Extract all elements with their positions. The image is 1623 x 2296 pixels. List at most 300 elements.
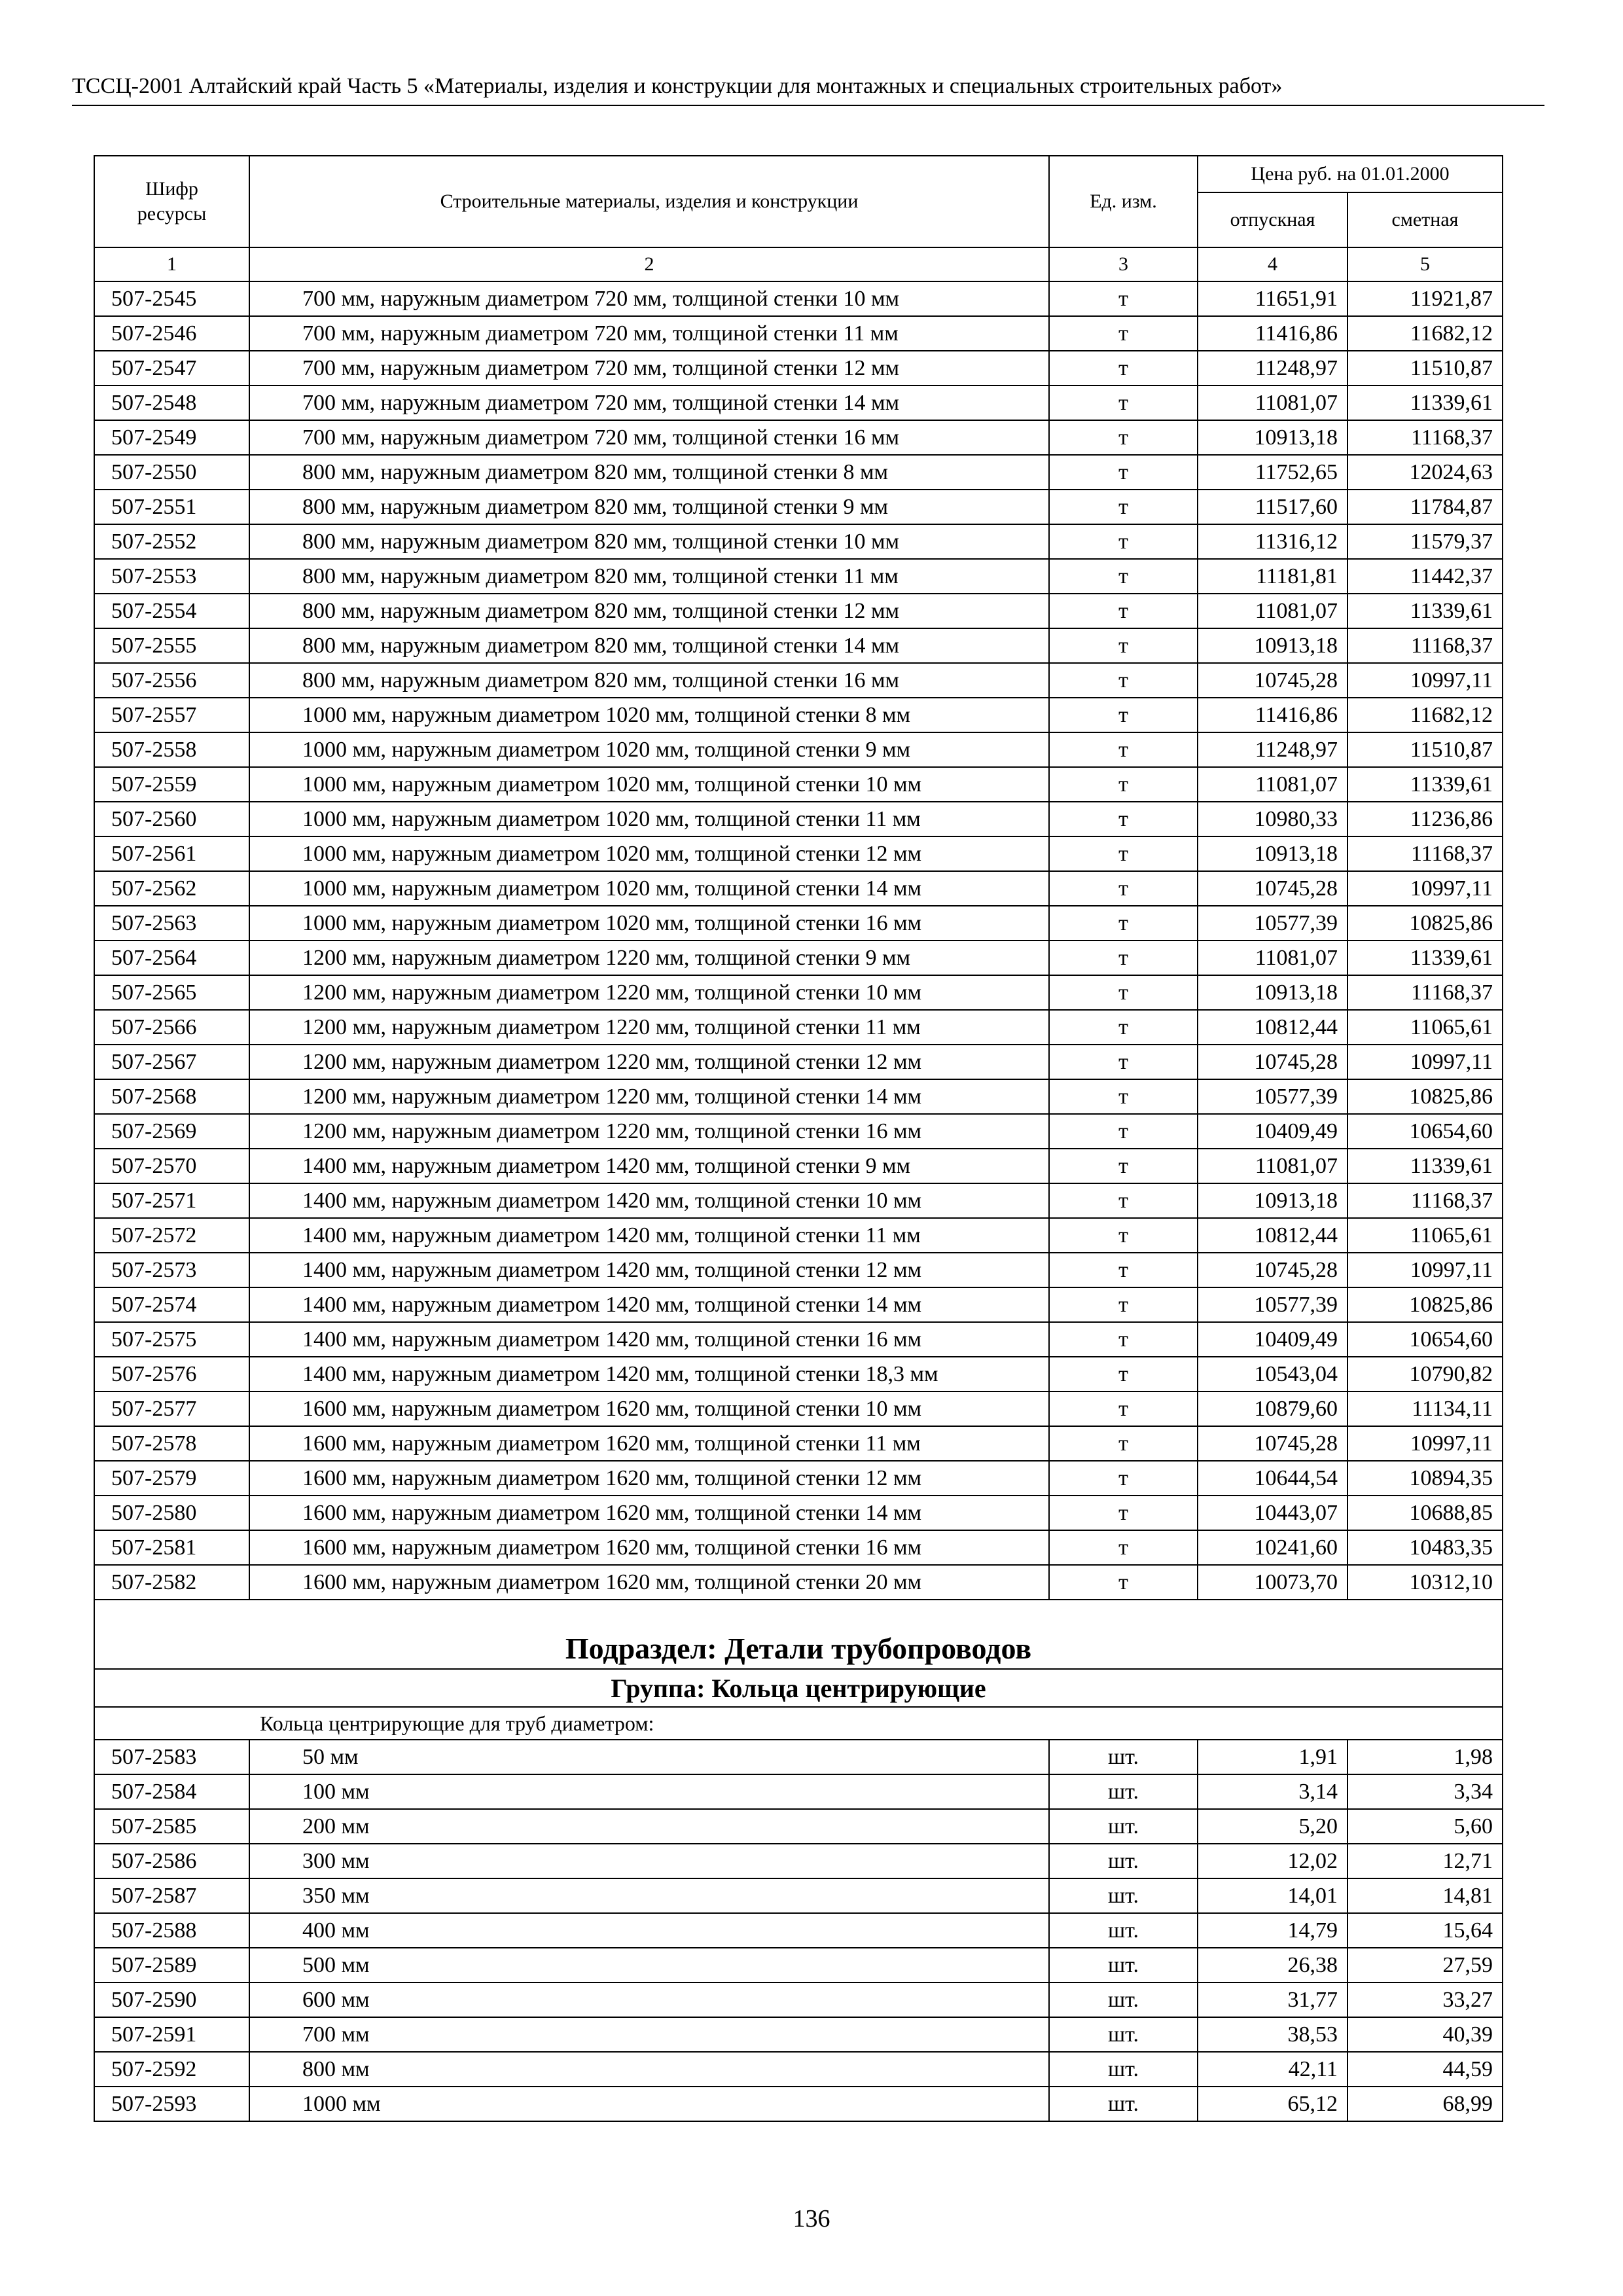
material-name: 1400 мм, наружным диаметром 1420 мм, толщиной стенки 18,3 мм — [249, 1357, 1049, 1391]
column-number: 2 — [249, 247, 1049, 281]
resource-code: 507-2576 — [94, 1357, 249, 1391]
page-number: 136 — [793, 2205, 830, 2233]
material-name: 1600 мм, наружным диаметром 1620 мм, толщиной стенки 14 мм — [249, 1496, 1049, 1530]
estimate-price: 11510,87 — [1347, 732, 1503, 767]
material-name: 800 мм, наружным диаметром 820 мм, толщиной стенки 14 мм — [249, 628, 1049, 663]
table-row — [94, 594, 1503, 628]
resource-code: 507-2572 — [94, 1218, 249, 1253]
material-name: 800 мм, наружным диаметром 820 мм, толщиной стенки 12 мм — [249, 594, 1049, 628]
material-name: 1200 мм, наружным диаметром 1220 мм, толщиной стенки 11 мм — [249, 1010, 1049, 1045]
release-price: 10073,70 — [1198, 1565, 1347, 1600]
table-row — [94, 1045, 1503, 1079]
material-name: 500 мм — [249, 1948, 1049, 1982]
material-name: 1200 мм, наружным диаметром 1220 мм, толщиной стенки 16 мм — [249, 1114, 1049, 1149]
group-title: Группа: Кольца центрирующие — [94, 1669, 1503, 1707]
unit: т — [1049, 1010, 1198, 1045]
resource-code: 507-2566 — [94, 1010, 249, 1045]
resource-code: 507-2580 — [94, 1496, 249, 1530]
estimate-price: 10825,86 — [1347, 1079, 1503, 1114]
material-name: 1200 мм, наружным диаметром 1220 мм, толщиной стенки 10 мм — [249, 975, 1049, 1010]
unit: т — [1049, 1114, 1198, 1149]
resource-code: 507-2578 — [94, 1426, 249, 1461]
group-intro-row — [94, 1707, 1503, 1740]
release-price: 38,53 — [1198, 2017, 1347, 2052]
unit: т — [1049, 420, 1198, 455]
release-price: 10409,49 — [1198, 1322, 1347, 1357]
column-number: 3 — [1049, 247, 1198, 281]
resource-code: 507-2553 — [94, 559, 249, 594]
resource-code: 507-2579 — [94, 1461, 249, 1496]
table-row — [94, 663, 1503, 698]
unit: шт. — [1049, 1913, 1198, 1948]
material-name: 1400 мм, наружным диаметром 1420 мм, толщиной стенки 12 мм — [249, 1253, 1049, 1287]
resource-code: 507-2587 — [94, 1878, 249, 1913]
material-name: 200 мм — [249, 1809, 1049, 1844]
estimate-price: 11168,37 — [1347, 975, 1503, 1010]
resource-code: 507-2565 — [94, 975, 249, 1010]
estimate-price: 10997,11 — [1347, 871, 1503, 906]
estimate-price: 11339,61 — [1347, 386, 1503, 420]
release-price: 11248,97 — [1198, 351, 1347, 386]
estimate-price: 11236,86 — [1347, 802, 1503, 836]
resource-code: 507-2560 — [94, 802, 249, 836]
unit: т — [1049, 1149, 1198, 1183]
unit: т — [1049, 1426, 1198, 1461]
estimate-price: 11682,12 — [1347, 698, 1503, 732]
table-row — [94, 1114, 1503, 1149]
release-price: 10913,18 — [1198, 420, 1347, 455]
table-row — [94, 1740, 1503, 1774]
material-name: 800 мм, наружным диаметром 820 мм, толщиной стенки 11 мм — [249, 559, 1049, 594]
unit: т — [1049, 316, 1198, 351]
unit: т — [1049, 1530, 1198, 1565]
estimate-price: 40,39 — [1347, 2017, 1503, 2052]
resource-code: 507-2568 — [94, 1079, 249, 1114]
unit: т — [1049, 906, 1198, 941]
material-name: 1000 мм, наружным диаметром 1020 мм, толщиной стенки 9 мм — [249, 732, 1049, 767]
estimate-price: 11065,61 — [1347, 1010, 1503, 1045]
release-price: 11181,81 — [1198, 559, 1347, 594]
release-price: 10443,07 — [1198, 1496, 1347, 1530]
estimate-price: 3,34 — [1347, 1774, 1503, 1809]
estimate-price: 27,59 — [1347, 1948, 1503, 1982]
unit: т — [1049, 836, 1198, 871]
resource-code: 507-2567 — [94, 1045, 249, 1079]
table-row — [94, 1287, 1503, 1322]
material-name: 1000 мм, наружным диаметром 1020 мм, толщиной стенки 16 мм — [249, 906, 1049, 941]
release-price: 11416,86 — [1198, 698, 1347, 732]
unit: т — [1049, 1322, 1198, 1357]
ring-rows — [94, 1740, 1503, 2121]
material-name: 1000 мм — [249, 2087, 1049, 2121]
unit: т — [1049, 281, 1198, 316]
material-name: 700 мм, наружным диаметром 720 мм, толщиной стенки 12 мм — [249, 351, 1049, 386]
table-row — [94, 941, 1503, 975]
unit: шт. — [1049, 2087, 1198, 2121]
table-row — [94, 975, 1503, 1010]
unit: т — [1049, 351, 1198, 386]
material-name: 400 мм — [249, 1913, 1049, 1948]
material-name: 800 мм, наружным диаметром 820 мм, толщиной стенки 9 мм — [249, 490, 1049, 524]
column-number: 5 — [1347, 247, 1503, 281]
column-number: 1 — [94, 247, 249, 281]
resource-code: 507-2585 — [94, 1809, 249, 1844]
estimate-price: 10790,82 — [1347, 1357, 1503, 1391]
estimate-price: 10997,11 — [1347, 1045, 1503, 1079]
table-row — [94, 1079, 1503, 1114]
estimate-price: 11579,37 — [1347, 524, 1503, 559]
resource-code: 507-2557 — [94, 698, 249, 732]
release-price: 10577,39 — [1198, 906, 1347, 941]
estimate-price: 15,64 — [1347, 1913, 1503, 1948]
estimate-price: 11339,61 — [1347, 767, 1503, 802]
resource-code: 507-2556 — [94, 663, 249, 698]
material-name: 1000 мм, наружным диаметром 1020 мм, толщиной стенки 11 мм — [249, 802, 1049, 836]
estimate-price: 11921,87 — [1347, 281, 1503, 316]
unit: т — [1049, 628, 1198, 663]
material-name: 800 мм, наружным диаметром 820 мм, толщиной стенки 8 мм — [249, 455, 1049, 490]
resource-code: 507-2574 — [94, 1287, 249, 1322]
estimate-price: 11339,61 — [1347, 594, 1503, 628]
unit: шт. — [1049, 1948, 1198, 1982]
resource-code: 507-2551 — [94, 490, 249, 524]
release-price: 10745,28 — [1198, 871, 1347, 906]
unit: шт. — [1049, 1809, 1198, 1844]
release-price: 10745,28 — [1198, 1045, 1347, 1079]
release-price: 5,20 — [1198, 1809, 1347, 1844]
estimate-price: 10997,11 — [1347, 1253, 1503, 1287]
unit: т — [1049, 1565, 1198, 1600]
estimate-price: 11168,37 — [1347, 420, 1503, 455]
table-row — [94, 1149, 1503, 1183]
resource-code: 507-2573 — [94, 1253, 249, 1287]
table-row — [94, 1322, 1503, 1357]
estimate-price: 33,27 — [1347, 1982, 1503, 2017]
resource-code: 507-2559 — [94, 767, 249, 802]
table-row — [94, 698, 1503, 732]
table-row — [94, 1461, 1503, 1496]
estimate-price: 10483,35 — [1347, 1530, 1503, 1565]
release-price: 65,12 — [1198, 2087, 1347, 2121]
unit: т — [1049, 732, 1198, 767]
release-price: 11081,07 — [1198, 594, 1347, 628]
release-price: 10241,60 — [1198, 1530, 1347, 1565]
unit: т — [1049, 941, 1198, 975]
release-price: 10745,28 — [1198, 1253, 1347, 1287]
material-name: 1000 мм, наружным диаметром 1020 мм, толщиной стенки 8 мм — [249, 698, 1049, 732]
release-price: 3,14 — [1198, 1774, 1347, 1809]
release-price: 11248,97 — [1198, 732, 1347, 767]
resource-code: 507-2569 — [94, 1114, 249, 1149]
subsection-block — [94, 1600, 1503, 1740]
release-price: 42,11 — [1198, 2052, 1347, 2087]
resource-code: 507-2554 — [94, 594, 249, 628]
unit: т — [1049, 871, 1198, 906]
release-price: 10409,49 — [1198, 1114, 1347, 1149]
material-name: 1400 мм, наружным диаметром 1420 мм, толщиной стенки 10 мм — [249, 1183, 1049, 1218]
unit: т — [1049, 1496, 1198, 1530]
material-name: 1600 мм, наружным диаметром 1620 мм, толщиной стенки 10 мм — [249, 1391, 1049, 1426]
table-row — [94, 2052, 1503, 2087]
table-row — [94, 1357, 1503, 1391]
resource-code: 507-2561 — [94, 836, 249, 871]
material-name: 350 мм — [249, 1878, 1049, 1913]
resource-code: 507-2571 — [94, 1183, 249, 1218]
table-row — [94, 524, 1503, 559]
unit: т — [1049, 663, 1198, 698]
material-name: 1200 мм, наружным диаметром 1220 мм, толщиной стенки 9 мм — [249, 941, 1049, 975]
estimate-price: 11510,87 — [1347, 351, 1503, 386]
col-header-release: отпускная — [1198, 192, 1347, 247]
estimate-price: 10688,85 — [1347, 1496, 1503, 1530]
table-header-row — [94, 156, 1503, 192]
table-row — [94, 455, 1503, 490]
table-row — [94, 316, 1503, 351]
pipe-rows — [94, 281, 1503, 1600]
resource-code: 507-2562 — [94, 871, 249, 906]
unit: т — [1049, 559, 1198, 594]
unit: т — [1049, 1287, 1198, 1322]
table-row — [94, 1878, 1503, 1913]
col-header-price: Цена руб. на 01.01.2000 — [1198, 156, 1503, 192]
release-price: 10543,04 — [1198, 1357, 1347, 1391]
subsection-row — [94, 1600, 1503, 1669]
unit: шт. — [1049, 1982, 1198, 2017]
table-row — [94, 1982, 1503, 2017]
resource-code: 507-2581 — [94, 1530, 249, 1565]
material-name: 1400 мм, наружным диаметром 1420 мм, толщиной стенки 14 мм — [249, 1287, 1049, 1322]
table-row — [94, 1391, 1503, 1426]
resource-code: 507-2592 — [94, 2052, 249, 2087]
estimate-price: 12024,63 — [1347, 455, 1503, 490]
material-name: 1600 мм, наружным диаметром 1620 мм, толщиной стенки 12 мм — [249, 1461, 1049, 1496]
material-name: 1000 мм, наружным диаметром 1020 мм, толщиной стенки 12 мм — [249, 836, 1049, 871]
estimate-price: 11168,37 — [1347, 836, 1503, 871]
table-row — [94, 1913, 1503, 1948]
material-name: 50 мм — [249, 1740, 1049, 1774]
column-number: 4 — [1198, 247, 1347, 281]
table-row — [94, 1844, 1503, 1878]
resource-code: 507-2563 — [94, 906, 249, 941]
resource-code: 507-2548 — [94, 386, 249, 420]
col-header-name: Строительные материалы, изделия и конструкции — [249, 156, 1049, 247]
resource-code: 507-2583 — [94, 1740, 249, 1774]
material-name: 100 мм — [249, 1774, 1049, 1809]
table-row — [94, 490, 1503, 524]
unit: т — [1049, 455, 1198, 490]
table-row — [94, 628, 1503, 663]
table-row — [94, 1183, 1503, 1218]
unit: т — [1049, 386, 1198, 420]
material-name: 300 мм — [249, 1844, 1049, 1878]
material-name: 1600 мм, наружным диаметром 1620 мм, толщиной стенки 16 мм — [249, 1530, 1049, 1565]
table-row — [94, 732, 1503, 767]
material-name: 1400 мм, наружным диаметром 1420 мм, толщиной стенки 9 мм — [249, 1149, 1049, 1183]
table-row — [94, 1948, 1503, 1982]
material-name: 1600 мм, наружным диаметром 1620 мм, толщиной стенки 11 мм — [249, 1426, 1049, 1461]
release-price: 11081,07 — [1198, 1149, 1347, 1183]
unit: шт. — [1049, 2052, 1198, 2087]
table-row — [94, 871, 1503, 906]
table-row — [94, 1496, 1503, 1530]
header-rule — [72, 105, 1544, 106]
col-header-unit: Ед. изм. — [1049, 156, 1198, 247]
unit: т — [1049, 698, 1198, 732]
resource-code: 507-2552 — [94, 524, 249, 559]
unit: т — [1049, 767, 1198, 802]
estimate-price: 11168,37 — [1347, 1183, 1503, 1218]
group-row — [94, 1669, 1503, 1707]
unit: т — [1049, 975, 1198, 1010]
unit: т — [1049, 594, 1198, 628]
release-price: 10577,39 — [1198, 1287, 1347, 1322]
unit: т — [1049, 1218, 1198, 1253]
release-price: 11651,91 — [1198, 281, 1347, 316]
release-price: 10913,18 — [1198, 1183, 1347, 1218]
release-price: 11081,07 — [1198, 386, 1347, 420]
table-row — [94, 767, 1503, 802]
unit: т — [1049, 524, 1198, 559]
estimate-price: 11682,12 — [1347, 316, 1503, 351]
material-name: 700 мм — [249, 2017, 1049, 2052]
estimate-price: 11784,87 — [1347, 490, 1503, 524]
estimate-price: 10825,86 — [1347, 1287, 1503, 1322]
release-price: 10812,44 — [1198, 1010, 1347, 1045]
resource-code: 507-2584 — [94, 1774, 249, 1809]
unit: шт. — [1049, 2017, 1198, 2052]
estimate-price: 11168,37 — [1347, 628, 1503, 663]
release-price: 12,02 — [1198, 1844, 1347, 1878]
release-price: 11752,65 — [1198, 455, 1347, 490]
page-header: ТССЦ-2001 Алтайский край Часть 5 «Материалы, изделия и конструкции для монтажных и специальных строительных работ» — [72, 74, 1283, 98]
table-row — [94, 1010, 1503, 1045]
release-price: 10913,18 — [1198, 628, 1347, 663]
table-row — [94, 281, 1503, 316]
estimate-price: 10997,11 — [1347, 663, 1503, 698]
resource-code: 507-2582 — [94, 1565, 249, 1600]
release-price: 10913,18 — [1198, 836, 1347, 871]
material-name: 800 мм, наружным диаметром 820 мм, толщиной стенки 16 мм — [249, 663, 1049, 698]
table-row — [94, 1530, 1503, 1565]
resource-code: 507-2570 — [94, 1149, 249, 1183]
release-price: 11316,12 — [1198, 524, 1347, 559]
price-table — [94, 155, 1503, 2122]
table-row — [94, 420, 1503, 455]
material-name: 1200 мм, наружным диаметром 1220 мм, толщиной стенки 14 мм — [249, 1079, 1049, 1114]
estimate-price: 11442,37 — [1347, 559, 1503, 594]
table-row — [94, 1774, 1503, 1809]
resource-code: 507-2588 — [94, 1913, 249, 1948]
estimate-price: 10654,60 — [1347, 1322, 1503, 1357]
material-name: 800 мм, наружным диаметром 820 мм, толщиной стенки 10 мм — [249, 524, 1049, 559]
table-row — [94, 2087, 1503, 2121]
table-row — [94, 386, 1503, 420]
release-price: 1,91 — [1198, 1740, 1347, 1774]
release-price: 11081,07 — [1198, 767, 1347, 802]
resource-code: 507-2591 — [94, 2017, 249, 2052]
unit: т — [1049, 802, 1198, 836]
estimate-price: 11065,61 — [1347, 1218, 1503, 1253]
estimate-price: 11339,61 — [1347, 941, 1503, 975]
release-price: 11416,86 — [1198, 316, 1347, 351]
table-row — [94, 1253, 1503, 1287]
table-row — [94, 1565, 1503, 1600]
release-price: 10879,60 — [1198, 1391, 1347, 1426]
resource-code: 507-2555 — [94, 628, 249, 663]
material-name: 600 мм — [249, 1982, 1049, 2017]
unit: т — [1049, 1045, 1198, 1079]
release-price: 10745,28 — [1198, 1426, 1347, 1461]
unit: т — [1049, 490, 1198, 524]
material-name: 1400 мм, наружным диаметром 1420 мм, толщиной стенки 16 мм — [249, 1322, 1049, 1357]
release-price: 10913,18 — [1198, 975, 1347, 1010]
table-row — [94, 1218, 1503, 1253]
unit: т — [1049, 1253, 1198, 1287]
resource-code: 507-2547 — [94, 351, 249, 386]
release-price: 26,38 — [1198, 1948, 1347, 1982]
subsection-title: Подраздел: Детали трубопроводов — [94, 1600, 1503, 1669]
estimate-price: 10654,60 — [1347, 1114, 1503, 1149]
estimate-price: 5,60 — [1347, 1809, 1503, 1844]
estimate-price: 14,81 — [1347, 1878, 1503, 1913]
estimate-price: 12,71 — [1347, 1844, 1503, 1878]
table-row — [94, 802, 1503, 836]
material-name: 800 мм — [249, 2052, 1049, 2087]
resource-code: 507-2586 — [94, 1844, 249, 1878]
table-row — [94, 1809, 1503, 1844]
table-row — [94, 351, 1503, 386]
table-row — [94, 559, 1503, 594]
release-price: 31,77 — [1198, 1982, 1347, 2017]
resource-code: 507-2589 — [94, 1948, 249, 1982]
estimate-price: 10312,10 — [1347, 1565, 1503, 1600]
col-header-code: Шифр ресурсы — [94, 156, 249, 247]
release-price: 10812,44 — [1198, 1218, 1347, 1253]
unit: т — [1049, 1357, 1198, 1391]
unit: т — [1049, 1391, 1198, 1426]
material-name: 700 мм, наружным диаметром 720 мм, толщиной стенки 14 мм — [249, 386, 1049, 420]
release-price: 10577,39 — [1198, 1079, 1347, 1114]
table-row — [94, 2017, 1503, 2052]
table-row — [94, 906, 1503, 941]
release-price: 10745,28 — [1198, 663, 1347, 698]
estimate-price: 68,99 — [1347, 2087, 1503, 2121]
material-name: 1000 мм, наружным диаметром 1020 мм, толщиной стенки 14 мм — [249, 871, 1049, 906]
col-header-estimate: сметная — [1347, 192, 1503, 247]
unit: т — [1049, 1183, 1198, 1218]
release-price: 14,79 — [1198, 1913, 1347, 1948]
resource-code: 507-2549 — [94, 420, 249, 455]
unit: т — [1049, 1461, 1198, 1496]
material-name: 700 мм, наружным диаметром 720 мм, толщиной стенки 16 мм — [249, 420, 1049, 455]
resource-code: 507-2575 — [94, 1322, 249, 1357]
resource-code: 507-2550 — [94, 455, 249, 490]
resource-code: 507-2545 — [94, 281, 249, 316]
table-row — [94, 836, 1503, 871]
estimate-price: 11339,61 — [1347, 1149, 1503, 1183]
estimate-price: 10894,35 — [1347, 1461, 1503, 1496]
material-name: 1000 мм, наружным диаметром 1020 мм, толщиной стенки 10 мм — [249, 767, 1049, 802]
estimate-price: 10825,86 — [1347, 906, 1503, 941]
resource-code: 507-2577 — [94, 1391, 249, 1426]
estimate-price: 1,98 — [1347, 1740, 1503, 1774]
release-price: 14,01 — [1198, 1878, 1347, 1913]
release-price: 10644,54 — [1198, 1461, 1347, 1496]
resource-code: 507-2564 — [94, 941, 249, 975]
estimate-price: 11134,11 — [1347, 1391, 1503, 1426]
resource-code: 507-2590 — [94, 1982, 249, 2017]
material-name: 700 мм, наружным диаметром 720 мм, толщиной стенки 10 мм — [249, 281, 1049, 316]
